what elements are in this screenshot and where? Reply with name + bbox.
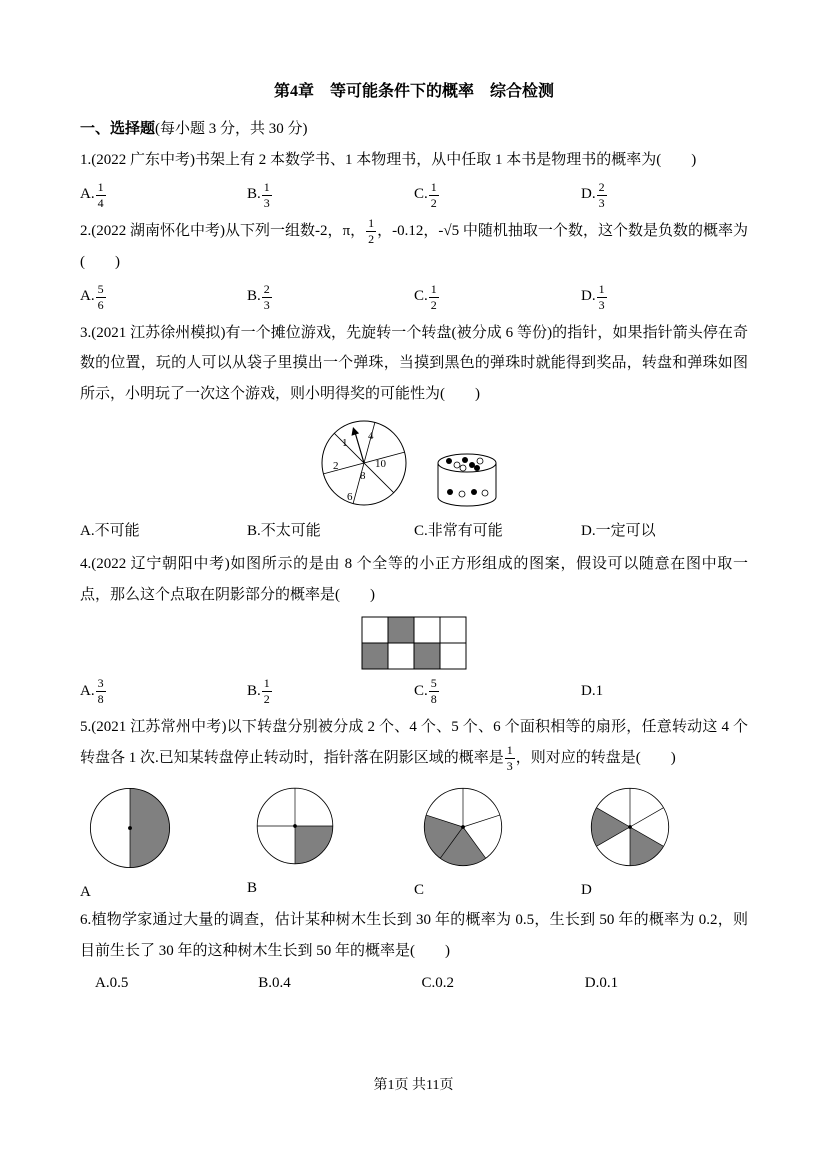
question-1-option-a xyxy=(80,180,247,211)
option-label: C. xyxy=(414,186,428,203)
spinner-option-a xyxy=(80,784,247,904)
fraction-denominator: 2 xyxy=(430,297,437,312)
fraction-numerator: 1 xyxy=(598,281,605,296)
question-4-option-b xyxy=(247,676,414,707)
question-4-option-c xyxy=(414,676,581,707)
option-label: B. xyxy=(247,682,261,699)
fraction-denominator: 8 xyxy=(97,691,104,706)
question-2-options xyxy=(80,282,748,313)
marble-jar xyxy=(438,454,496,506)
fraction-denominator: 2 xyxy=(263,691,270,706)
question-2-option-c xyxy=(414,282,581,313)
question-3-option-d: D.一定可以 xyxy=(581,522,656,539)
spinner-number: 10 xyxy=(375,457,386,470)
fraction-numerator: 1 xyxy=(506,742,513,757)
fraction-numerator: 2 xyxy=(263,281,270,296)
shaded-grid-figure xyxy=(361,616,467,672)
option-label: A. xyxy=(80,682,95,699)
fraction-denominator: 3 xyxy=(263,297,270,312)
fraction xyxy=(597,282,607,313)
question-3-option-b: B.不太可能 xyxy=(247,522,321,539)
spinner-number: 1 xyxy=(342,436,348,449)
option-label: B. xyxy=(247,288,261,305)
page-number: 第1页 共11页 xyxy=(373,1078,454,1093)
question-3-option-a: A.不可能 xyxy=(80,522,140,539)
option-label: A. xyxy=(80,186,95,203)
fraction-denominator: 2 xyxy=(368,231,375,246)
fraction xyxy=(96,676,106,707)
fraction-numerator: 1 xyxy=(430,281,437,296)
question-2-text-part2: ，-0.12，-√5 中随机抽取一个数，这个数是负数的概率为( ) xyxy=(80,222,748,270)
option-label: C. xyxy=(414,682,428,699)
fraction-numerator: 1 xyxy=(97,179,104,194)
question-4-options xyxy=(80,676,748,707)
fraction-denominator: 3 xyxy=(598,297,605,312)
question-6-option-d: D.0.1 xyxy=(584,974,619,991)
option-label: D. xyxy=(581,186,596,203)
fraction-numerator: 5 xyxy=(430,675,437,690)
question-3-options xyxy=(80,519,748,545)
question-3-figure xyxy=(80,415,748,515)
spinner-c-label: C xyxy=(414,881,425,898)
question-4-option-d: D.1 xyxy=(581,682,604,699)
question-1-option-c xyxy=(414,180,581,211)
question-2-option-d xyxy=(581,282,748,313)
spinner-option-d xyxy=(581,784,748,904)
fraction xyxy=(429,282,439,313)
question-1-option-d xyxy=(581,180,748,211)
spinner-c-figure xyxy=(420,784,506,870)
fraction xyxy=(96,282,106,313)
grid-cells xyxy=(362,617,466,669)
fraction xyxy=(366,216,376,247)
spinner-number: 4 xyxy=(368,429,374,442)
fraction-denominator: 6 xyxy=(97,297,104,312)
question-1-text: 1.(2022 广东中考)书架上有 2 本数学书、1 本物理书，从中任取 1 本书是物理书的概率为( ) xyxy=(80,151,697,168)
fraction xyxy=(262,282,272,313)
fraction-denominator: 4 xyxy=(97,195,104,210)
spinner-and-marbles-figure xyxy=(309,415,519,515)
option-label: C. xyxy=(414,288,428,305)
spinner-number: 2 xyxy=(333,459,339,472)
spinner-d-label: D xyxy=(581,881,592,898)
spinner-option-b xyxy=(247,784,414,904)
question-1-options xyxy=(80,180,748,211)
fraction-numerator: 2 xyxy=(598,179,605,194)
fraction xyxy=(96,180,106,211)
spinner-number: 6 xyxy=(347,490,353,503)
fraction xyxy=(505,743,515,774)
fraction-numerator: 1 xyxy=(263,179,270,194)
section-heading-title: 一、选择题 xyxy=(80,121,156,138)
question-1-option-b xyxy=(247,180,414,211)
question-2-option-a xyxy=(80,282,247,313)
question-6-text: 6.植物学家通过大量的调查，估计某种树木生长到 30 年的概率为 0.5，生长到 50 年的概率为 0.2，则目前生长了 30 年的这种树木生长到 50 年的概率是( ) xyxy=(80,912,748,959)
fraction-denominator: 3 xyxy=(506,758,513,773)
question-2-option-b xyxy=(247,282,414,313)
spinner-option-c xyxy=(414,784,581,904)
fraction xyxy=(429,676,439,707)
question-3-text: 3.(2021 江苏徐州模拟)有一个摊位游戏，先旋转一个转盘(被分成 6 等份)的指针，如果指针箭头停在奇数的位置，玩的人可以从袋子里摸出一个弹珠，当摸到黑色的弹珠时就能得到奖品，转盘和弹珠如图所示，小明玩了一次这个游戏，则小明得奖的可能性为( ) xyxy=(80,324,748,402)
spinner-a-figure xyxy=(86,784,174,872)
spinner-number: 8 xyxy=(360,469,366,482)
question-2-text-part1: 2.(2022 湖南怀化中考)从下列一组数-2，π， xyxy=(80,222,366,239)
fraction-denominator: 2 xyxy=(430,195,437,210)
section-heading-note: (每小题 3 分，共 30 分) xyxy=(155,121,308,138)
option-label: D. xyxy=(581,288,596,305)
fraction xyxy=(262,180,272,211)
question-5-text xyxy=(80,712,748,774)
fraction-numerator: 5 xyxy=(97,281,104,296)
question-2-text xyxy=(80,216,748,278)
fraction-denominator: 3 xyxy=(598,195,605,210)
question-6-option-a: A.0.5 xyxy=(95,974,129,991)
question-3-option-c: C.非常有可能 xyxy=(414,522,503,539)
question-6-option-b: B.0.4 xyxy=(258,974,291,991)
fraction-numerator: 3 xyxy=(97,675,104,690)
fraction xyxy=(429,180,439,211)
fraction xyxy=(597,180,607,211)
fraction-numerator: 1 xyxy=(368,215,375,230)
spinner-d-figure xyxy=(587,784,673,870)
spinner-b-figure xyxy=(253,784,337,868)
fraction-numerator: 1 xyxy=(430,179,437,194)
question-4-option-a xyxy=(80,676,247,707)
question-4-figure xyxy=(80,616,748,672)
spinner-b-label: B xyxy=(247,879,258,896)
option-label: B. xyxy=(247,186,261,203)
spinner-a-label: A xyxy=(80,883,91,900)
spinner-wheel xyxy=(322,421,406,505)
question-5-spinners xyxy=(80,784,748,904)
fraction-denominator: 3 xyxy=(263,195,270,210)
fraction-numerator: 1 xyxy=(263,675,270,690)
page-title: 第4章 等可能条件下的概率 综合检测 xyxy=(273,83,554,100)
option-label: A. xyxy=(80,288,95,305)
question-6-option-c: C.0.2 xyxy=(421,974,455,991)
fraction-denominator: 8 xyxy=(430,691,437,706)
question-5-text-part2: ，则对应的转盘是( ) xyxy=(515,749,676,766)
fraction xyxy=(262,676,272,707)
question-4-text: 4.(2022 辽宁朝阳中考)如图所示的是由 8 个全等的小正方形组成的图案，假设可以随意在图中取一点，那么这个点取在阴影部分的概率是( ) xyxy=(80,556,748,603)
question-5-text-part1: 5.(2021 江苏常州中考)以下转盘分别被分成 2 个、4 个、5 个、6 个面积相等的扇形，任意转动这 4 个转盘各 1 次.已知某转盘停止转动时，指针落在阴影区域的概率是 xyxy=(80,718,748,766)
section-heading xyxy=(80,114,748,145)
spinner-pointer-arrow-icon xyxy=(352,427,360,436)
question-6-options xyxy=(80,971,748,997)
